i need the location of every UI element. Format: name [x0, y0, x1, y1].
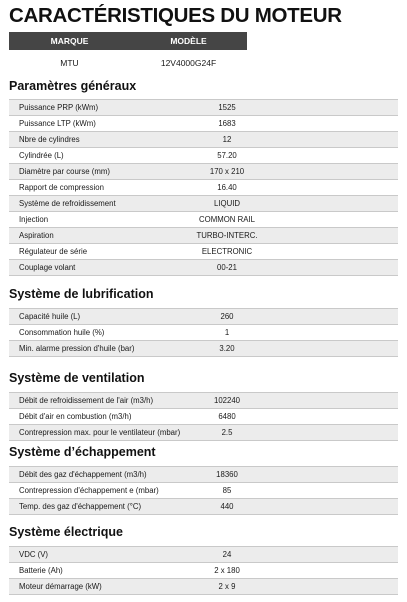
- section-title-general: Paramètres généraux: [9, 79, 137, 93]
- table-ventilation: [9, 392, 398, 441]
- row-value: 170 x 210: [209, 167, 245, 176]
- row-value: 2.5: [221, 428, 233, 437]
- row-value: 1683: [218, 119, 236, 128]
- row-value: ELECTRONIC: [201, 247, 253, 256]
- row-label: Temp. des gaz d'échappement (°C): [19, 502, 142, 511]
- table-general: [9, 99, 398, 276]
- row-label: Consommation huile (%): [19, 328, 105, 337]
- table-row: [9, 409, 398, 425]
- row-label: Puissance LTP (kWm): [19, 119, 96, 128]
- header-col-model: MODÈLE: [170, 36, 207, 46]
- table-row: [9, 483, 398, 499]
- row-label: Contrepression max. pour le ventilateur (mbar): [19, 428, 181, 437]
- header-values: [9, 56, 247, 70]
- table-row: [9, 325, 398, 341]
- table-row: [9, 341, 398, 357]
- brand-value: MTU: [60, 58, 79, 68]
- header-col-brand: MARQUE: [50, 36, 89, 46]
- table-row: [9, 308, 398, 325]
- table-row: [9, 466, 398, 483]
- page-title: CARACTÉRISTIQUES DU MOTEUR: [9, 4, 342, 27]
- row-label: Moteur démarrage (kW): [19, 582, 102, 591]
- row-label: Aspiration: [19, 231, 54, 240]
- row-value: 00-21: [217, 263, 237, 272]
- table-row: [9, 99, 398, 116]
- table-row: [9, 563, 398, 579]
- header-bar: [9, 32, 247, 50]
- table-row: [9, 212, 398, 228]
- row-label: Nbre de cylindres: [19, 135, 80, 144]
- row-label: Contrepression d'échappement e (mbar): [19, 486, 159, 495]
- row-value: 102240: [213, 396, 241, 405]
- table-lubrication: [9, 308, 398, 357]
- row-value: 12: [222, 135, 232, 144]
- table-row: [9, 260, 398, 276]
- table-row: [9, 116, 398, 132]
- row-label: Débit d'air en combustion (m3/h): [19, 412, 132, 421]
- table-row: [9, 180, 398, 196]
- row-value: 85: [222, 486, 232, 495]
- row-label: Couplage volant: [19, 263, 76, 272]
- row-label: Système de refroidissement: [19, 199, 116, 208]
- row-label: Rapport de compression: [19, 183, 104, 192]
- row-value: TURBO-INTERC.: [196, 231, 258, 240]
- row-value: 260: [220, 312, 234, 321]
- table-row: [9, 425, 398, 441]
- row-label: Régulateur de série: [19, 247, 88, 256]
- table-row: [9, 546, 398, 563]
- row-value: 57.20: [217, 151, 237, 160]
- row-value: 24: [222, 550, 232, 559]
- row-value: 2 x 9: [218, 582, 236, 591]
- section-title-exhaust: Système d’échappement: [9, 445, 156, 459]
- section-title-lubrication: Système de lubrification: [9, 287, 154, 301]
- table-row: [9, 228, 398, 244]
- table-row: [9, 244, 398, 260]
- row-label: VDC (V): [19, 550, 49, 559]
- row-value: 3.20: [219, 344, 235, 353]
- table-row: [9, 499, 398, 515]
- row-label: Capacité huile (L): [19, 312, 81, 321]
- row-label: Batterie (Ah): [19, 566, 63, 575]
- row-value: COMMON RAIL: [199, 215, 255, 224]
- row-value: 18360: [216, 470, 238, 479]
- row-value: 2 x 180: [214, 566, 240, 575]
- table-row: [9, 148, 398, 164]
- row-label: Diamètre par course (mm): [19, 167, 110, 176]
- model-value: 12V4000G24F: [160, 58, 217, 68]
- row-label: Puissance PRP (kWm): [19, 103, 99, 112]
- row-value: LIQUID: [214, 199, 240, 208]
- row-label: Débit des gaz d'échappement (m3/h): [19, 470, 147, 479]
- row-value: 16.40: [217, 183, 237, 192]
- row-label: Min. alarme pression d'huile (bar): [19, 344, 135, 353]
- table-row: [9, 196, 398, 212]
- section-title-electrical: Système électrique: [9, 525, 123, 539]
- table-row: [9, 579, 398, 595]
- table-exhaust: [9, 466, 398, 515]
- section-title-ventilation: Système de ventilation: [9, 371, 145, 385]
- row-value: 440: [220, 502, 234, 511]
- row-value: 1: [224, 328, 230, 337]
- table-row: [9, 392, 398, 409]
- row-label: Débit de refroidissement de l'air (m3/h): [19, 396, 154, 405]
- row-label: Cylindrée (L): [19, 151, 64, 160]
- table-row: [9, 132, 398, 148]
- row-label: Injection: [19, 215, 49, 224]
- row-value: 6480: [218, 412, 236, 421]
- table-row: [9, 164, 398, 180]
- table-electrical: [9, 546, 398, 595]
- row-value: 1525: [218, 103, 236, 112]
